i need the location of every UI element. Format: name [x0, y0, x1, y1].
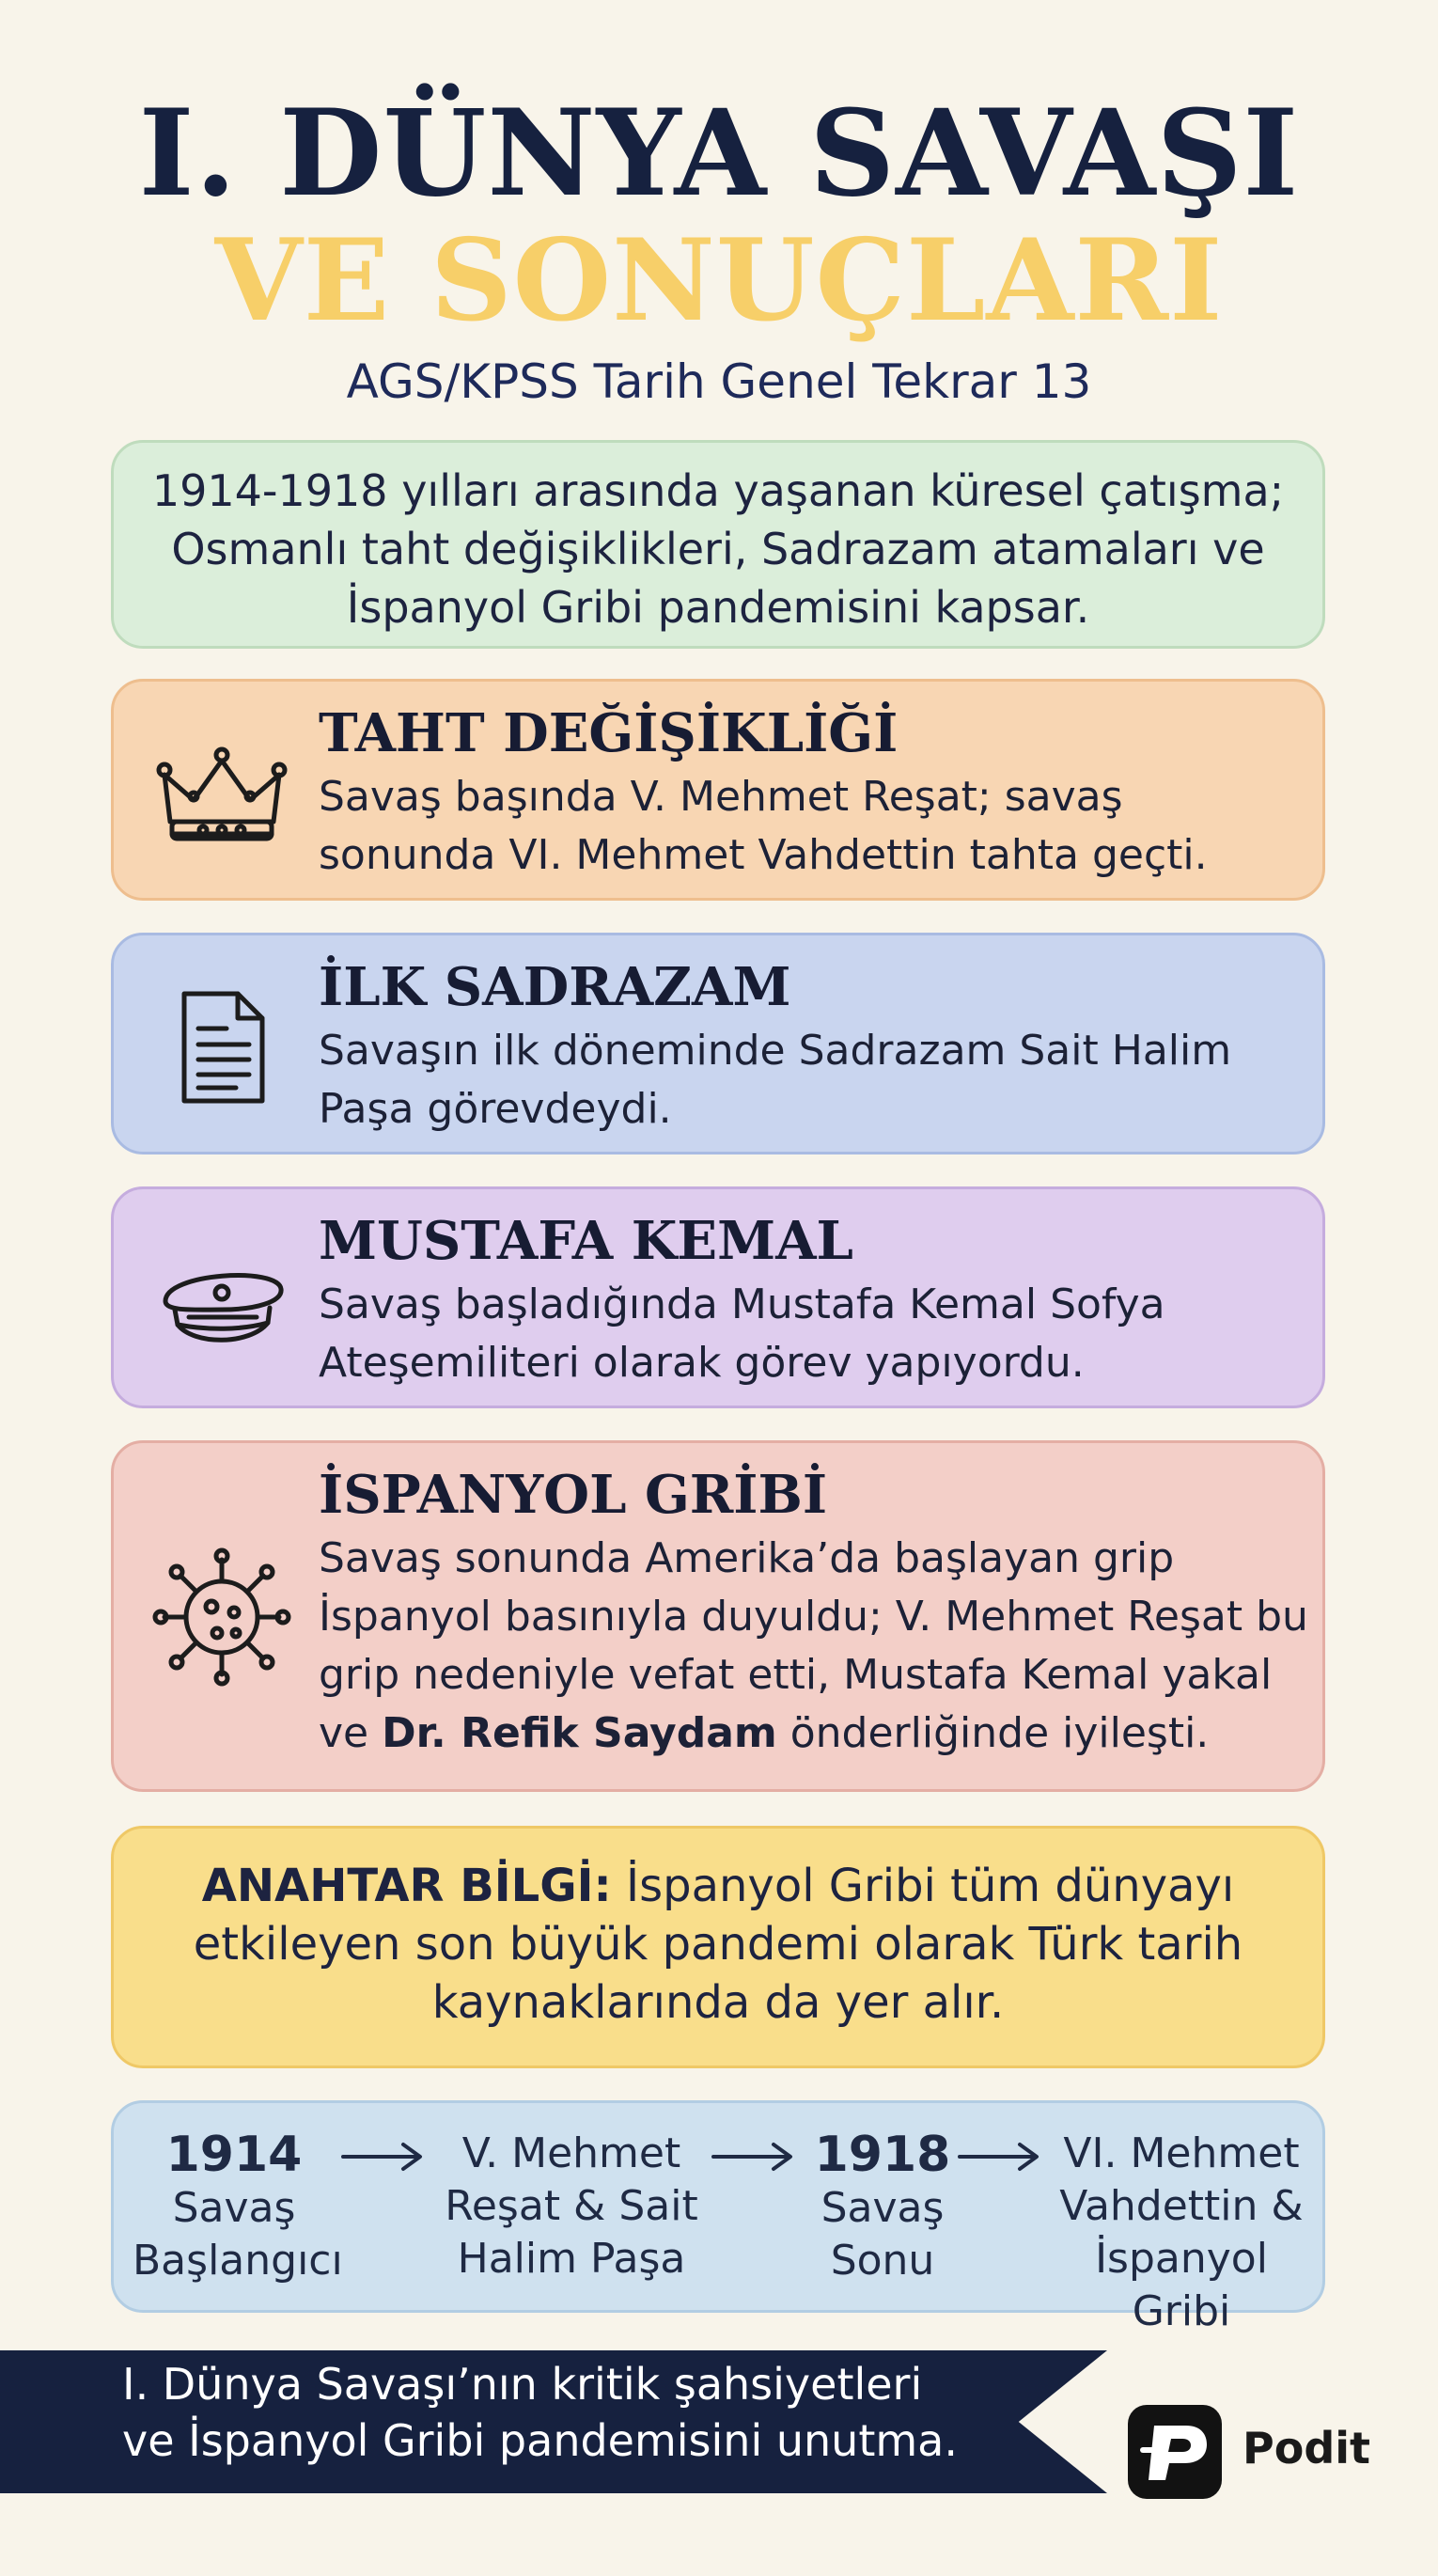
timeline-text: Savaş	[172, 2184, 296, 2232]
timeline-text: Savaş	[821, 2184, 945, 2232]
podit-logo-icon	[1128, 2405, 1222, 2499]
card-mustafa-kemal	[111, 1186, 1325, 1408]
timeline-text: Reşat & Sait	[445, 2182, 698, 2230]
card-text-line: sonunda VI. Mehmet Vahdettin tahta geçti.	[319, 831, 1208, 879]
intro-card	[111, 440, 1325, 649]
intro-line: Osmanlı taht değişiklikleri, Sadrazam atamaları ve	[171, 524, 1265, 574]
crown-icon	[151, 723, 292, 864]
card-text	[319, 1022, 1315, 1139]
card-text-line	[319, 1704, 1324, 1763]
arrow-right-icon	[710, 2133, 796, 2180]
card-title: İLK SADRAZAM	[319, 956, 791, 1018]
card-title: MUSTAFA KEMAL	[319, 1210, 853, 1272]
timeline-item	[1040, 2128, 1322, 2338]
card-title: TAHT DEĞİŞİKLİĞİ	[319, 702, 899, 764]
arrow-right-icon	[956, 2133, 1042, 2180]
document-icon	[151, 977, 292, 1118]
key-info-card	[111, 1826, 1325, 2068]
intro-line: 1914-1918 yılları arasında yaşanan küresel çatışma;	[151, 465, 1285, 516]
footer-line: ve İspanyol Gribi pandemisini unutma.	[122, 2415, 958, 2466]
timeline-text: Halim Paşa	[457, 2235, 686, 2283]
card-taht-degisikligi	[111, 679, 1325, 901]
timeline-text: İspanyol Gribi	[1095, 2235, 1268, 2335]
card-ispanyol-gribi	[111, 1440, 1325, 1792]
timeline-year: 1918	[814, 2127, 951, 2183]
brand-name: Podit	[1243, 2423, 1371, 2474]
card-text-line: grip nedeniyle vefat etti, Mustafa Kemal yakal	[319, 1651, 1273, 1699]
card-title: İSPANYOL GRİBİ	[319, 1464, 828, 1526]
highlight-name: Dr. Refik Saydam	[382, 1709, 777, 1757]
timeline-text: V. Mehmet	[461, 2129, 681, 2177]
card-text-line: Savaş başında V. Mehmet Reşat; savaş	[319, 773, 1123, 821]
page-subtitle: AGS/KPSS Tarih Genel Tekrar 13	[346, 354, 1092, 409]
card-text-line: Savaşın ilk döneminde Sadrazam Sait Halim	[319, 1027, 1232, 1075]
key-info-line: etkileyen son büyük pandemi olarak Türk tarih	[193, 1918, 1243, 1971]
timeline-year: 1914	[165, 2127, 303, 2183]
key-info-label: ANAHTAR BİLGİ:	[201, 1860, 612, 1912]
text-segment: önderliğinde iyileşti.	[776, 1709, 1210, 1757]
card-text	[319, 1276, 1315, 1392]
timeline-card	[111, 2100, 1325, 2335]
card-text-line: Savaş sonunda Amerika’da başlayan grip	[319, 1534, 1175, 1582]
timeline-text: Sonu	[830, 2237, 935, 2285]
card-text	[319, 768, 1315, 885]
timeline-item	[435, 2128, 708, 2285]
timeline-text: VI. Mehmet	[1063, 2129, 1300, 2177]
card-text-line: Paşa görevdeydi.	[319, 1085, 672, 1133]
footer-line: I. Dünya Savaşı’nın kritik şahsiyetleri	[122, 2359, 923, 2410]
card-text-line: Savaş başladığında Mustafa Kemal Sofya	[319, 1280, 1165, 1328]
key-info-line	[161, 1857, 1275, 1915]
page-title-secondary: VE SONUÇLARI	[214, 214, 1224, 347]
timeline-item	[798, 2128, 967, 2287]
intro-line: İspanyol Gribi pandemisini kapsar.	[346, 582, 1090, 633]
page-title: I. DÜNYA SAVAŞI	[138, 84, 1300, 223]
timeline-item	[133, 2127, 343, 2287]
text-segment: İspanyol Gribi tüm dünyayı	[611, 1860, 1235, 1912]
card-text	[319, 1530, 1324, 1763]
card-text-line: Ateşemiliteri olarak görev yapıyordu.	[319, 1339, 1085, 1387]
card-ilk-sadrazam	[111, 933, 1325, 1154]
timeline-text: Vahdettin &	[1059, 2182, 1304, 2230]
virus-icon	[151, 1547, 292, 1688]
military-cap-icon	[151, 1231, 292, 1372]
footer-message	[122, 2356, 1024, 2469]
arrow-right-icon	[339, 2133, 426, 2180]
key-info-line: kaynaklarında da yer alır.	[431, 1976, 1005, 2029]
timeline-text: Başlangıcı	[133, 2237, 343, 2285]
text-segment: ve	[319, 1709, 383, 1757]
card-text-line: İspanyol basınıyla duyuldu; V. Mehmet Reşat bu	[319, 1593, 1308, 1641]
